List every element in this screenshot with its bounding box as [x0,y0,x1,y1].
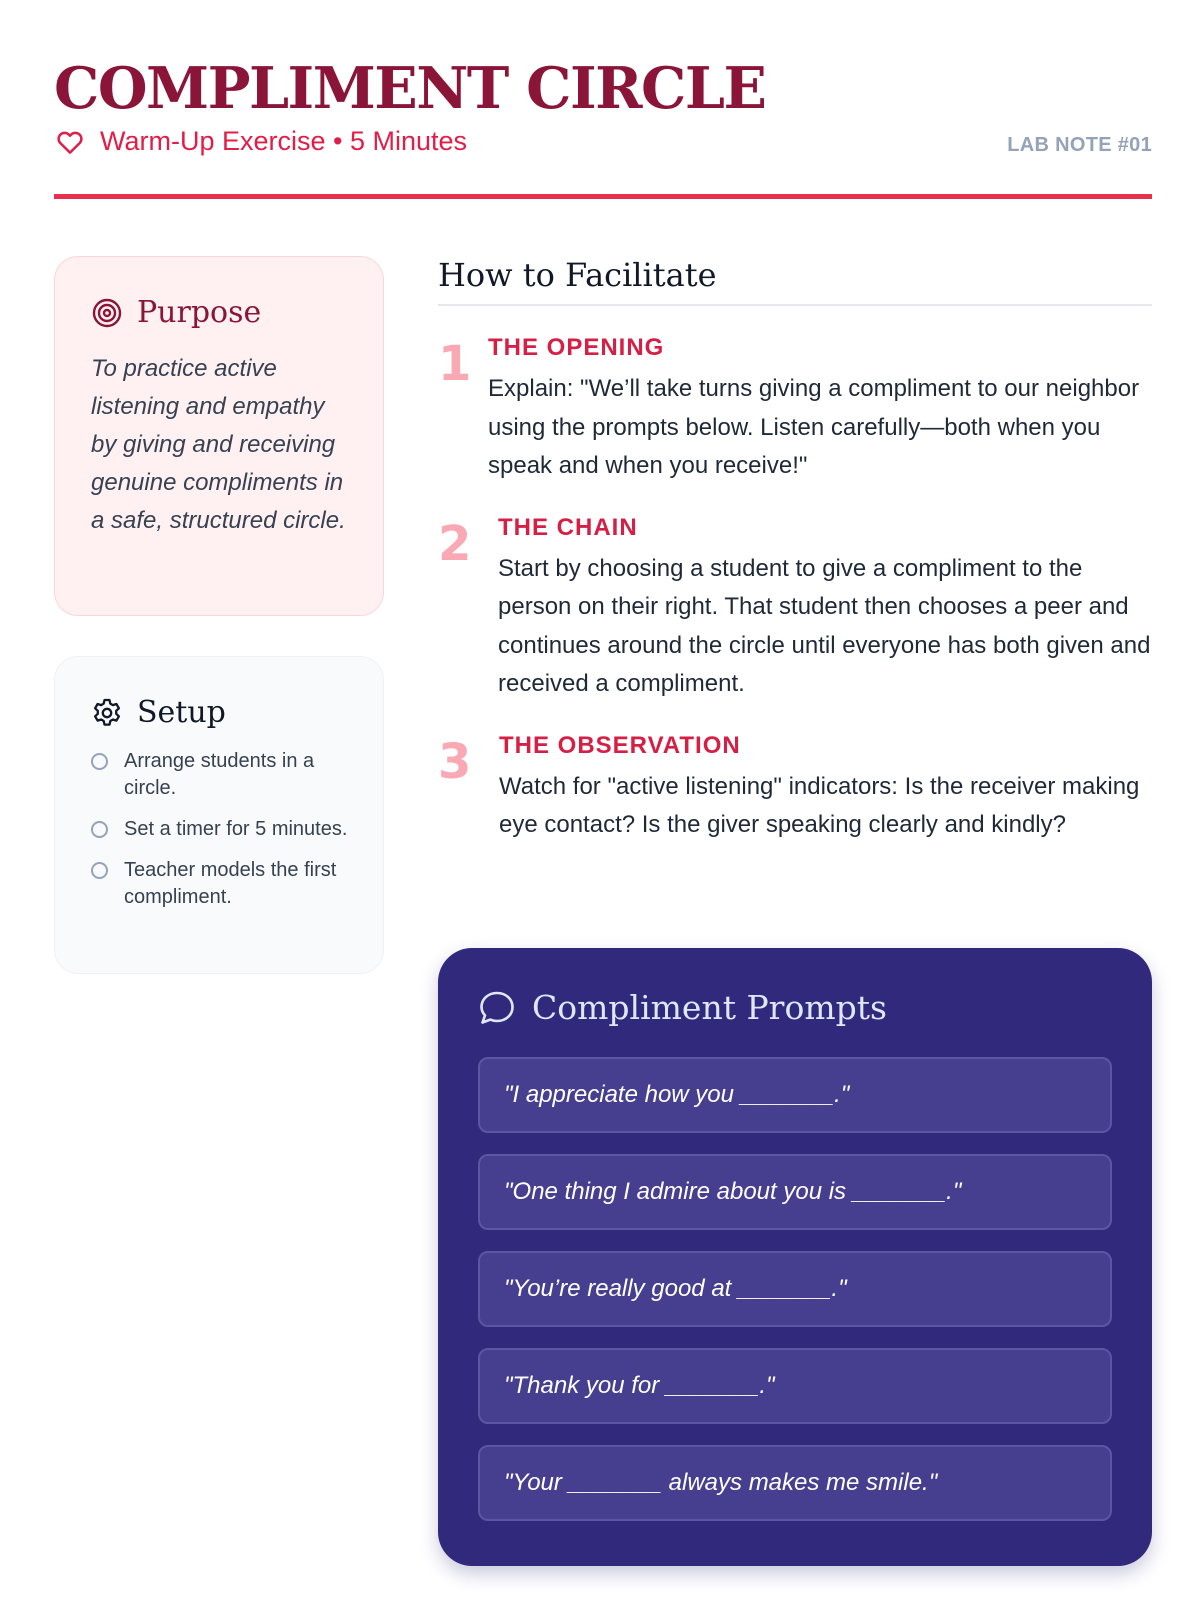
step-text: Start by choosing a student to give a compliment to the person on their right. That student then chooses a peer and continues around the circle until everyone has both given and received a compliment. [498,554,1151,697]
prompts-heading [478,988,1112,1027]
prompts-panel [438,948,1152,1566]
step-title: THE OPENING [488,334,665,361]
step-title: THE OBSERVATION [499,731,741,759]
checkbox-circle-icon[interactable] [91,862,108,879]
step-number: 1 [438,336,472,392]
setup-item[interactable] [91,857,355,911]
prompts-heading-text: Compliment Prompts [532,988,887,1027]
setup-card [54,656,384,974]
prompt-card: "I appreciate how you _______." [478,1057,1112,1133]
setup-item-label: Teacher models the first compliment. [124,859,337,908]
step-2 [438,514,1152,704]
speech-bubble-icon [478,989,516,1027]
prompt-card: "Thank you for _______." [478,1348,1112,1424]
purpose-heading [91,295,349,330]
heart-icon [54,127,86,157]
step-1 [438,334,1152,486]
checkbox-circle-icon[interactable] [91,821,108,838]
page-title: COMPLIMENT CIRCLE [54,55,766,122]
facilitate-section [438,256,1152,845]
step-body [488,334,1152,486]
lab-note-label: LAB NOTE #01 [1007,134,1152,156]
step-number: 2 [438,515,472,572]
header-divider [54,194,1152,199]
checkbox-circle-icon[interactable] [91,753,108,770]
facilitate-heading: How to Facilitate [438,256,1152,306]
step-text: Watch for "active listening" indicators: Is the receiver making eye contact? Is the giver speaking clearly and kindly? [499,772,1140,838]
prompt-card: "Your _______ always makes me smile." [478,1445,1112,1521]
target-icon [91,297,123,329]
subtitle [54,126,467,157]
setup-item[interactable] [91,748,355,802]
step-text: Explain: "We’ll take turns giving a compliment to our neighbor using the prompts below. Listen carefully—both when you speak and when you receive!" [488,375,1140,479]
purpose-text: To practice active listening and empathy by giving and receiving genuine compliments in a safe, structured circle. [91,355,346,534]
step-3 [438,732,1152,845]
header [54,56,1152,166]
step-body [499,732,1152,845]
purpose-card [54,256,384,616]
subtitle-row [54,126,1152,166]
step-body [498,514,1152,704]
gear-icon [91,697,123,729]
setup-item-label: Arrange students in a circle. [124,750,315,799]
prompt-card: "You’re really good at _______." [478,1251,1112,1327]
step-title: THE CHAIN [498,513,638,541]
prompt-card: "One thing I admire about you is _______." [478,1154,1112,1230]
step-number: 3 [438,733,472,790]
purpose-heading-text: Purpose [137,295,262,330]
setup-heading [91,695,355,730]
setup-item[interactable] [91,816,355,843]
setup-heading-text: Setup [137,695,226,730]
subtitle-text: Warm-Up Exercise • 5 Minutes [100,126,468,156]
setup-item-label: Set a timer for 5 minutes. [124,818,348,840]
